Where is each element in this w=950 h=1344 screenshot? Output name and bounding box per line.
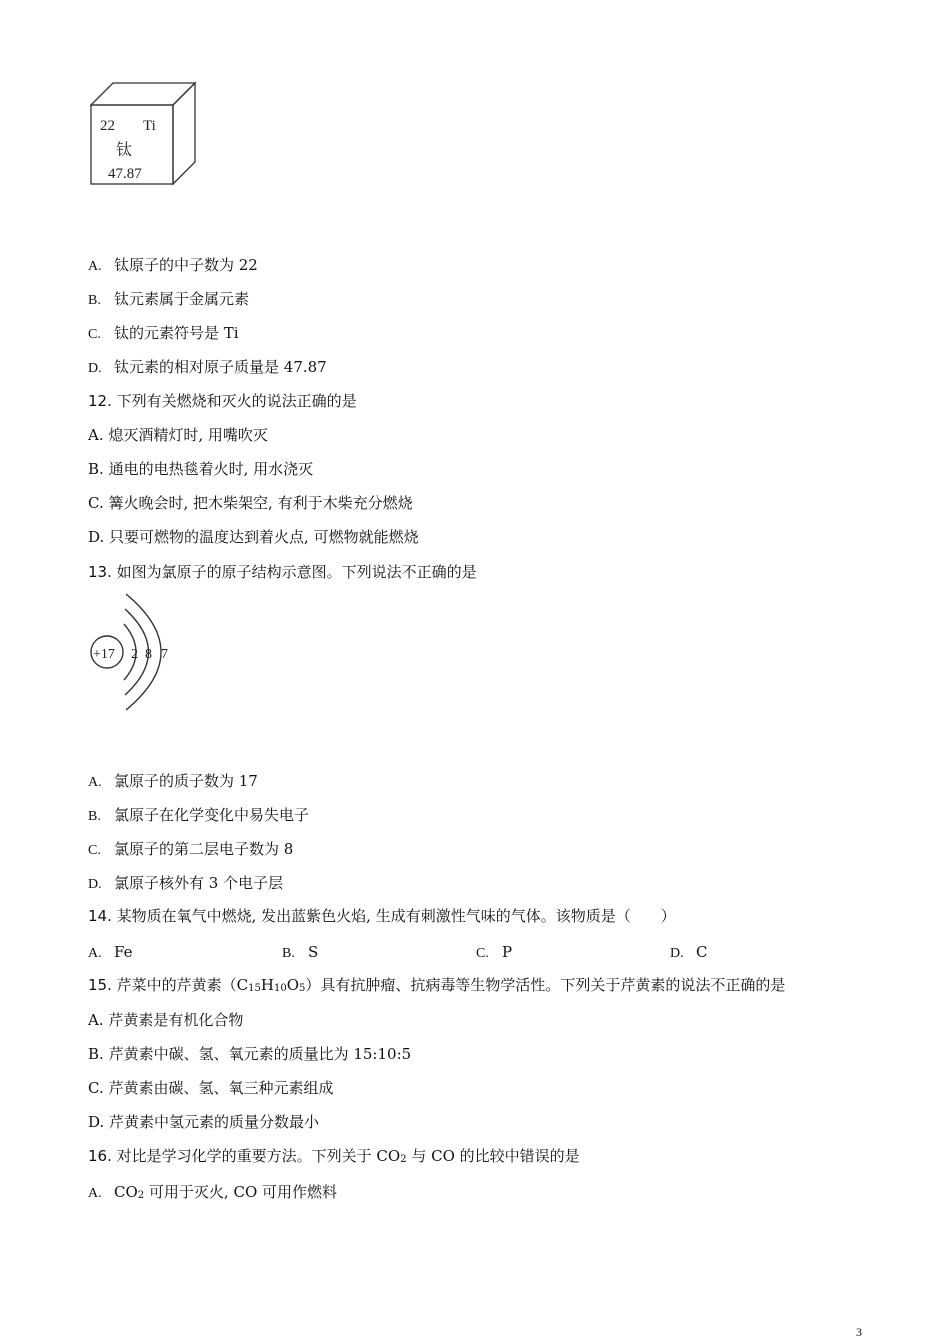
option-text: 芹黄素是有机化合物	[108, 1011, 244, 1029]
question-number: 15.	[88, 976, 112, 994]
q11-option-a	[88, 255, 258, 277]
question-number: 16.	[88, 1147, 112, 1165]
option-text: 钛元素的相对原子质量是 47.87	[114, 358, 327, 376]
option-letter: D.	[88, 361, 102, 376]
option-text: P	[502, 943, 513, 961]
q13-option-d	[88, 873, 283, 895]
option-text: 篝火晚会时, 把木柴架空, 有利于木柴充分燃烧	[108, 494, 413, 512]
option-letter: A.	[88, 946, 102, 961]
option-text: 只要可燃物的温度达到着火点, 可燃物就能燃烧	[109, 528, 419, 546]
shell-electron-count: 8	[145, 647, 152, 662]
option-letter: B.	[88, 1045, 104, 1063]
q11-option-c	[88, 323, 239, 345]
q13-stem	[88, 562, 477, 582]
question-text: 某物质在氧气中燃烧, 发出蓝紫色火焰, 生成有刺激性气味的气体。该物质是（ ）	[116, 907, 676, 925]
option-text: Fe	[114, 943, 133, 961]
element-card-figure	[88, 80, 200, 188]
option-letter: B.	[88, 460, 104, 478]
option-letter: A.	[88, 1186, 102, 1201]
option-text: 氯原子在化学变化中易失电子	[114, 806, 310, 824]
option-letter: B.	[282, 946, 295, 961]
question-text: 芹菜中的芹黄素（C15H10O5）具有抗肿瘤、抗病毒等生物学活性。下列关于芹黄素的说法不正确的是	[116, 976, 786, 994]
q14-option-b	[282, 942, 318, 964]
option-letter: B.	[88, 293, 101, 308]
option-letter: D.	[88, 877, 102, 892]
option-letter: A.	[88, 259, 102, 274]
option-letter: D.	[88, 1113, 105, 1131]
q12-option-b	[88, 459, 313, 479]
q13-option-a	[88, 771, 258, 793]
option-text: CO2 可用于灭火, CO 可用作燃料	[114, 1183, 338, 1201]
q15-option-d	[88, 1112, 319, 1132]
option-letter: D.	[670, 946, 684, 961]
atom-structure-diagram	[88, 590, 188, 712]
q16-option-a	[88, 1182, 337, 1206]
q15-option-c	[88, 1078, 334, 1098]
option-text: 芹黄素中碳、氢、氧元素的质量比为 15:10:5	[108, 1045, 412, 1063]
q15-option-a	[88, 1010, 243, 1030]
element-atomic-number: 22	[100, 118, 115, 134]
question-text: 如图为氯原子的原子结构示意图。下列说法不正确的是	[116, 563, 477, 581]
q12-option-a	[88, 425, 268, 445]
option-text: 通电的电热毯着火时, 用水浇灭	[108, 460, 314, 478]
page-number: 3	[856, 1325, 862, 1339]
q14-option-d	[670, 942, 707, 964]
q14-stem	[88, 906, 676, 926]
option-letter: C.	[88, 494, 104, 512]
option-text: S	[308, 943, 319, 961]
nucleus-charge: +17	[93, 647, 115, 662]
question-number: 12.	[88, 392, 112, 410]
q12-option-d	[88, 527, 419, 547]
option-text: 氯原子的第二层电子数为 8	[114, 840, 294, 858]
option-text: 熄灭酒精灯时, 用嘴吹灭	[108, 426, 268, 444]
q14-option-c	[476, 942, 512, 964]
q12-stem	[88, 391, 357, 411]
option-letter: A.	[88, 775, 102, 790]
option-letter: D.	[88, 528, 105, 546]
option-letter: C.	[476, 946, 489, 961]
option-letter: C.	[88, 1079, 104, 1097]
q13-option-b	[88, 805, 309, 827]
option-text: 氯原子的质子数为 17	[114, 772, 258, 790]
q13-option-c	[88, 839, 293, 861]
option-letter: B.	[88, 809, 101, 824]
option-text: 氯原子核外有 3 个电子层	[114, 874, 284, 892]
option-letter: A.	[88, 1011, 104, 1029]
option-text: 钛原子的中子数为 22	[114, 256, 258, 274]
element-symbol: Ti	[143, 118, 156, 134]
q11-option-d	[88, 357, 327, 379]
q14-option-a	[88, 942, 132, 964]
option-text: 钛元素属于金属元素	[114, 290, 250, 308]
shell-electron-count: 2	[131, 647, 138, 662]
q16-stem	[88, 1146, 580, 1170]
q11-option-b	[88, 289, 249, 311]
option-letter: A.	[88, 426, 104, 444]
option-text: 芹黄素由碳、氢、氧三种元素组成	[108, 1079, 334, 1097]
question-number: 13.	[88, 563, 112, 581]
shell-electron-count: 7	[161, 647, 168, 662]
option-letter: C.	[88, 327, 101, 342]
q15-stem	[88, 975, 785, 999]
question-number: 14.	[88, 907, 112, 925]
option-text: C	[696, 943, 708, 961]
element-atomic-mass: 47.87	[108, 166, 142, 182]
option-letter: C.	[88, 843, 101, 858]
option-text: 钛的元素符号是 Ti	[114, 324, 239, 342]
q12-option-c	[88, 493, 413, 513]
question-text: 下列有关燃烧和灭火的说法正确的是	[116, 392, 357, 410]
question-text: 对比是学习化学的重要方法。下列关于 CO2 与 CO 的比较中错误的是	[116, 1147, 580, 1165]
element-name: 钛	[116, 142, 133, 159]
q15-option-b	[88, 1044, 411, 1064]
option-text: 芹黄素中氢元素的质量分数最小	[109, 1113, 320, 1131]
